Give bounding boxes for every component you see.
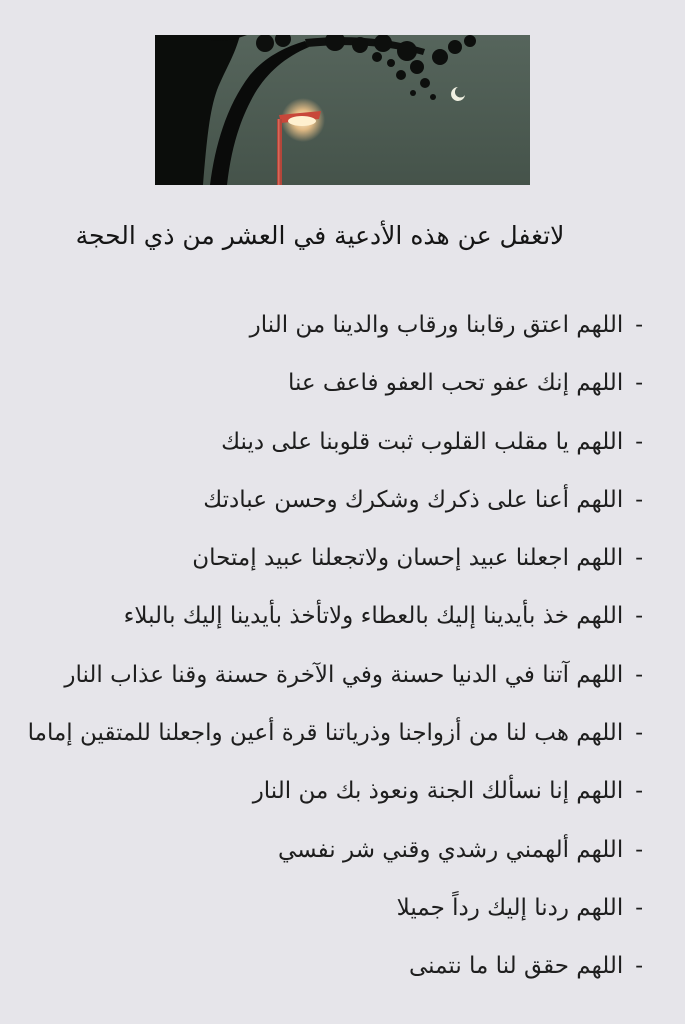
page-title: لاتغفل عن هذه الأدعية في العشر من ذي الحجة (75, 221, 565, 250)
bullet-dash: - (635, 428, 643, 455)
bullet-dash: - (635, 370, 643, 397)
bullet-dash: - (635, 603, 643, 630)
dua-text: اللهم أعنا على ذكرك وشكرك وحسن عبادتك (203, 486, 624, 513)
list-item (8, 358, 643, 416)
dua-text: اللهم آتنا في الدنيا حسنة وفي الآخرة حسنة وقنا عذاب النار (64, 661, 624, 688)
bullet-dash: - (635, 720, 643, 747)
bullet-dash: - (635, 953, 643, 980)
bullet-dash: - (635, 486, 643, 513)
bullet-dash: - (635, 661, 643, 688)
dua-text: اللهم هب لنا من أزواجنا وذرياتنا قرة أعين واجعلنا للمتقين إماما (27, 720, 624, 747)
list-item (8, 708, 643, 766)
dua-text: اللهم خذ بأيدينا إليك بالعطاء ولاتأخذ بأيدينا إليك بالبلاء (123, 603, 624, 630)
dua-text: اللهم يا مقلب القلوب ثبت قلوبنا على دينك (221, 428, 624, 455)
dua-text: اللهم اعتق رقابنا ورقاب والدينا من النار (249, 312, 624, 338)
bullet-dash: - (635, 894, 643, 921)
bullet-dash: - (635, 836, 643, 863)
dua-list (8, 300, 643, 1000)
night-streetlamp-image (155, 35, 530, 185)
dua-text: اللهم ألهمني رشدي وقني شر نفسي (277, 836, 624, 863)
dua-text: اللهم إنا نسألك الجنة ونعوذ بك من النار (252, 778, 624, 805)
bullet-dash: - (635, 545, 643, 572)
list-item (8, 475, 643, 533)
header-photo (155, 35, 530, 185)
dua-text: اللهم إنك عفو تحب العفو فاعف عنا (287, 370, 624, 397)
list-item (8, 766, 643, 824)
list-item (8, 883, 643, 941)
list-item (8, 533, 643, 591)
bullet-dash: - (635, 778, 643, 805)
list-item (8, 825, 643, 883)
dua-text: اللهم اجعلنا عبيد إحسان ولاتجعلنا عبيد إمتحان (192, 545, 624, 572)
dua-text: اللهم ردنا إليك رداً جميلا (396, 894, 624, 921)
dua-text: اللهم حقق لنا ما نتمنى (408, 953, 624, 980)
list-item (8, 417, 643, 475)
bullet-dash: - (635, 312, 643, 338)
list-item (8, 591, 643, 649)
list-item (8, 941, 643, 999)
list-item (8, 650, 643, 708)
list-item (8, 300, 643, 358)
